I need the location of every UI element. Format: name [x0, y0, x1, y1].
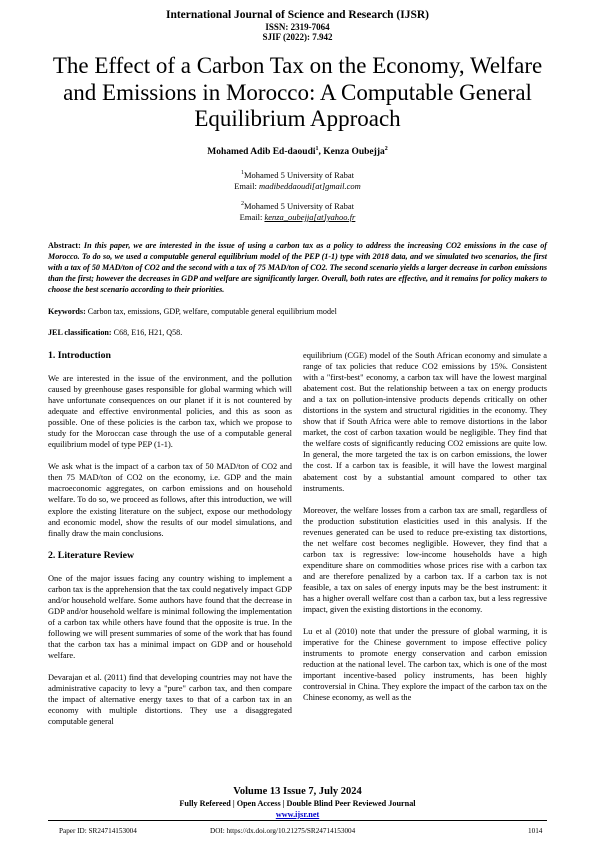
right-paragraph-2: Moreover, the welfare losses from a carbon tax are small, regardless of the production substitution elasticities used in this analysis. If the revenues generated can be used to reduce pre-existing tax distortions, the net welfare cost becomes negligible. However, they find that a carbon tax is regressive: low-income households have a high expenditure share on commodities whose prices rise with a carbon tax and are therefore penalized by a carbon tax. If a carbon tax is not feasible, a tax on sales of energy inputs may be the best instrument: it has a higher overall welfare cost than a carbon tax, but a less regressive impact, given the existing distortions in the economy. [303, 505, 547, 615]
keywords [48, 306, 547, 317]
journal-name: International Journal of Science and Research (IJSR) [165, 9, 429, 21]
author-line [0, 146, 595, 157]
literature-paragraph-2: Devarajan et al. (2011) find that developing countries may not have the administrative capacity to levy a "pure" carbon tax, and then compare the impact of alternative energy taxes to that of a carbon tax in an economy with multiple distortions. They use a disaggregated computable general [48, 673, 292, 727]
left-column [48, 350, 292, 738]
right-paragraph-3: Lu et al (2010) note that under the pressure of global warming, it is imperative for the Chinese government to impose effective policy instruments to promote energy conservation and carbon emission reduction at the national level. The carbon tax, which is one of the most important incentive-based policy instruments, has been highly controversial in China. They explore the impact of the carbon tax on the Chinese economy, as well as the [303, 627, 547, 703]
footer-divider [48, 820, 547, 821]
journal-sjif: SJIF (2022): 7.942 [262, 32, 333, 42]
right-column [303, 350, 547, 714]
jel-classification [48, 327, 547, 338]
author-1: Mohamed Adib Ed-daoudi [207, 147, 316, 158]
affiliation-2-email[interactable]: kenza_oubejja[at]yahoo.fr [264, 211, 356, 222]
journal-issn: ISSN: 2319-7064 [265, 22, 330, 32]
footer-doi[interactable]: DOI: https://dx.doi.org/10.21275/SR24714153004 [210, 827, 356, 835]
jel-text: C68, E16, H21, Q58. [113, 328, 183, 337]
footer-review: Fully Refereed | Open Access | Double Blind Peer Reviewed Journal [179, 799, 416, 808]
author-2: Kenza Oubejja [323, 147, 385, 158]
section-heading-introduction: 1. Introduction [48, 350, 111, 361]
affiliation-2-email-label: Email: [239, 211, 265, 222]
affiliation-2-institution: Mohamed 5 University of Rabat [243, 200, 354, 211]
intro-paragraph-2: We ask what is the impact of a carbon tax of 50 MAD/ton of CO2 and then 75 MAD/ton of CO2 on the economy, i.e. GDP and the main macroeconomic aggregates, on carbon emissions and on household welfare. To do so, we proceed as follows, after this introduction, we will explore the existing literature on the subject, expose our methodology and economic model, show the results of our model simulations, and finally draw the main conclusions. [48, 462, 292, 538]
affiliation-1-institution: Mohamed 5 University of Rabat [243, 169, 354, 180]
keywords-label: Keywords: [48, 307, 86, 316]
abstract-text: In this paper, we are interested in the issue of using a carbon tax as a policy to address the increasing CO2 emissions in the case of Morocco. To do so, we used a computable general equilibrium model of the PEP (1-1) type with 2018 data, and we simulated two scenarios, the first with a tax of 50 MAD/ton of CO2 and the second with a tax of 75 MAD/ton of CO2. The second scenario yields a larger decrease in carbon emissions than the first; however the decreases in GDP and welfare are significantly larger. Overall, both rates are effective, and it remains for policy makers to choose the best scenario according to their priorities. [48, 241, 547, 294]
affiliation-1-email[interactable]: madibeddaoudi[at]gmail.com [259, 180, 361, 191]
jel-label: JEL classification: [48, 328, 112, 337]
footer-page-number: 1014 [528, 827, 543, 835]
author-1-sup: 1 [315, 146, 319, 152]
author-separator: , [318, 147, 324, 158]
affiliation-1 [0, 168, 595, 192]
affiliation-2-sup: 2 [240, 201, 244, 207]
keywords-text: Carbon tax, emissions, GDP, welfare, computable general equilibrium model [87, 307, 337, 316]
affiliation-1-email-label: Email: [234, 180, 260, 191]
affiliation-2 [0, 199, 595, 223]
author-2-sup: 2 [384, 146, 388, 152]
abstract [48, 240, 547, 295]
paper-title: The Effect of a Carbon Tax on the Economy, Welfare and Emissions in Morocco: A Computable General Equilibrium Approach [52, 53, 543, 131]
section-heading-literature-review: 2. Literature Review [48, 549, 135, 561]
right-paragraph-1: equilibrium (CGE) model of the South African economy and simulate a range of tax policies that reduce CO2 emissions by 15%. Consistent with a "first-best" economy, a carbon tax will have the lowest marginal abatement cost. But the relationship between a tax on energy products and a tax on pollution-intensive products depends critically on other distortions in the system and structural rigidities in the economy. They show that if South Africa were able to remove distortions in the labor market, the cost of carbon taxation would be negligible. They find that the welfare costs of significantly reducing CO2 emissions are quite low. In general, the more targeted the tax is on carbon emissions, the lower the cost. If a carbon tax is feasible, it will have the lowest marginal abatement cost by a substantial amount compared to other tax instruments. [303, 351, 547, 493]
abstract-label: Abstract: [48, 241, 81, 250]
footer-paper-id: Paper ID: SR24714153004 [59, 827, 137, 835]
affiliation-1-sup: 1 [240, 170, 244, 176]
footer-volume: Volume 13 Issue 7, July 2024 [233, 786, 362, 797]
intro-paragraph-1: We are interested in the issue of the environment, and the pollution caused by greenhouse gases responsible for global warming which will have unfortunate consequences on our planet if it is not countered by adequate and effective environmental policies, and this as soon as possible. One of these policies is the carbon tax, which we propose to study for the Moroccan case through the use of a computable general equilibrium model of type PEP (1-1). [48, 374, 292, 450]
footer-url-link[interactable]: www.ijsr.net [275, 810, 320, 819]
literature-paragraph-1: One of the major issues facing any country wishing to implement a carbon tax is the apprehension that the tax could negatively impact GDP and/or household welfare. Some authors have found that the decrease in GDP and/or household welfare is minimal following the implementation of a carbon tax while others have found that the opposite is true. In the following we will present summaries of some of the work that has found that the carbon tax has a minimal impact on GDP and or household welfare. [48, 573, 292, 660]
